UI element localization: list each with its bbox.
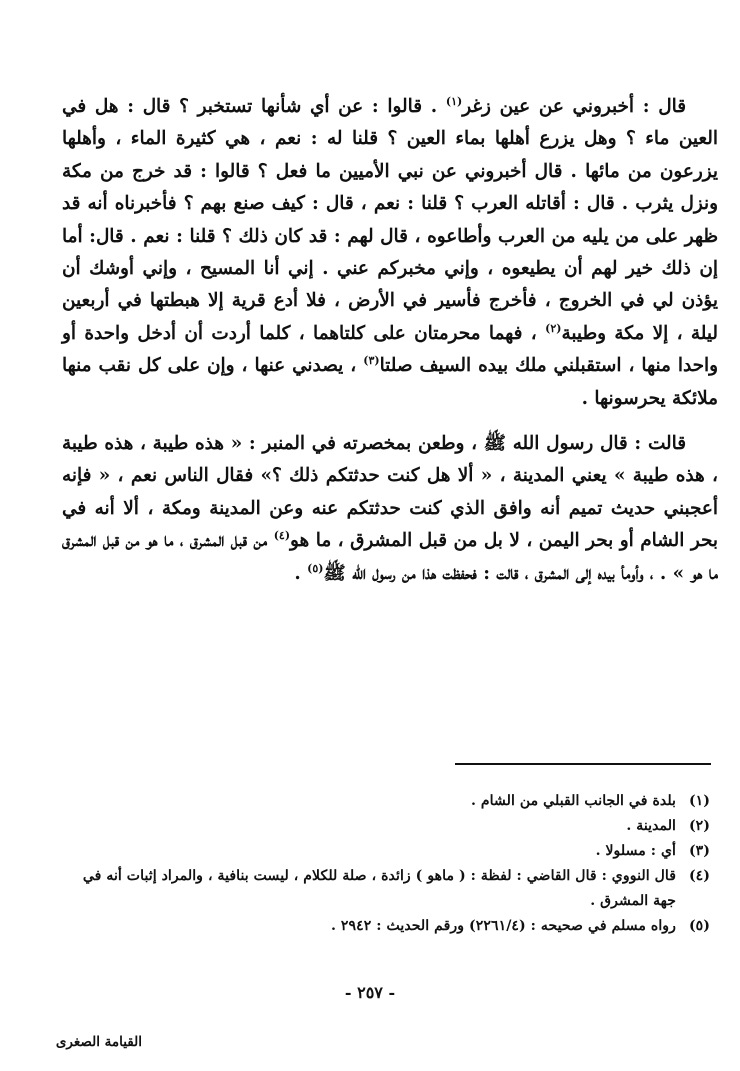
footnote-number: (١)	[688, 793, 710, 809]
footnote-number: (٤)	[688, 868, 710, 884]
footnote-2	[70, 814, 710, 839]
footnote-number: (٢)	[688, 818, 710, 834]
footnote-text: قال النووي : قال القاضي : لفظة : ( ماهو ) زائدة ، صلة للكلام ، ليست بنافية ، والمراد إثبات أنه في جهة المشرق .	[82, 868, 676, 909]
paragraph-1-part-2: . قالوا : عن أي شأنها تستخبر ؟ قال : هل في العين ماء ؟ وهل يزرع أهلها بماء العين ؟ قلنا له : نعم ، هي كثيرة الماء ، وأهلها يزرعون من مائها . قال أخبروني عن نبي الأميين ما فعل ؟ قالوا : قد خرج من مكة ونزل يثرب . قال : أقاتله العرب ؟ قلنا : نعم ، قال : كيف صنع بهم ؟ فأخبرناه أنه قد ظهر على من يليه من العرب وأطاعوه ، قال لهم : قد كان ذلك ؟ قلنا : نعم . قال: أما إن ذلك خير لهم أن يطيعوه ، وإني مخبركم عني . إني أنا المسيح ، وإني أوشك أن يؤذن لي في الخروج ، فأخرج فأسير في الأرض ، فلا أدع قرية إلا هبطتها في أربعين ليلة ، إلا مكة وطيبة	[62, 96, 719, 344]
paragraph-2-part-3: .	[294, 562, 308, 584]
footnote-text: أي : مسلولا .	[595, 843, 676, 859]
footnote-ref-3: (٣)	[363, 354, 380, 368]
paragraph-1-part-1: قال : أخبروني عن عين زغر	[462, 96, 686, 117]
footnote-text: بلدة في الجانب القبلي من الشام .	[470, 793, 676, 809]
footnote-4	[70, 864, 710, 914]
paragraph-2-part-2: من قبل المشرق ، ما هو من قبل المشرق ما هو » . ، وأومأ بيده إلى المشرق ، قالت : فحفظت هذا من رسول الله ﷺ	[62, 530, 718, 584]
paragraph-1-part-3: ، فهما محرمتان على كلتاهما ، كلما أردت أن أدخل واحدة أو واحدا منها ، استقبلني ملك بيده السيف صلتا	[62, 322, 718, 377]
paragraph-1-part-4: ، يصدني عنها ، وإن على كل نقب منها ملائكة يحرسونها .	[62, 355, 718, 409]
footnote-text: رواه مسلم في صحيحه : (٢٢٦١/٤) ورقم الحديث : ٢٩٤٢ .	[330, 918, 676, 934]
paragraph-2-part-1: قالت : قال رسول الله ﷺ ، وطعن بمخصرته في المنبر : « هذه طيبة ، هذه طيبة ، هذه طيبة » يعني المدينة ، « ألا هل كنت حدثتكم ذلك ؟» فقال الناس نعم ، « فإنه أعجبني حديث تميم أنه وافق الذي كنت حدثتكم عنه وعن المدينة ومكة ، ألا أنه في بحر الشام أو بحر اليمن ، لا بل من قبل المشرق ، ما هو	[62, 433, 718, 552]
footnote-3	[70, 839, 710, 864]
footnote-1	[70, 789, 710, 814]
footnote-number: (٣)	[688, 843, 710, 859]
footnote-ref-2: (٢)	[545, 321, 562, 335]
footnotes	[70, 789, 710, 939]
running-footer-book-title: القيامة الصغرى	[55, 1034, 142, 1050]
paragraph-2	[62, 428, 718, 590]
footnote-text: المدينة .	[626, 818, 676, 834]
footnote-ref-5: (٥)	[307, 561, 324, 575]
paragraph-1	[62, 91, 718, 415]
page-number: - ٢٥٧ -	[344, 983, 396, 1002]
footnote-number: (٥)	[688, 918, 710, 934]
footnote-5	[70, 914, 710, 939]
footnote-ref-4: (٤)	[273, 529, 291, 543]
main-text	[62, 91, 718, 590]
footnote-ref-1: (١)	[445, 94, 463, 108]
footnote-separator	[455, 763, 711, 765]
